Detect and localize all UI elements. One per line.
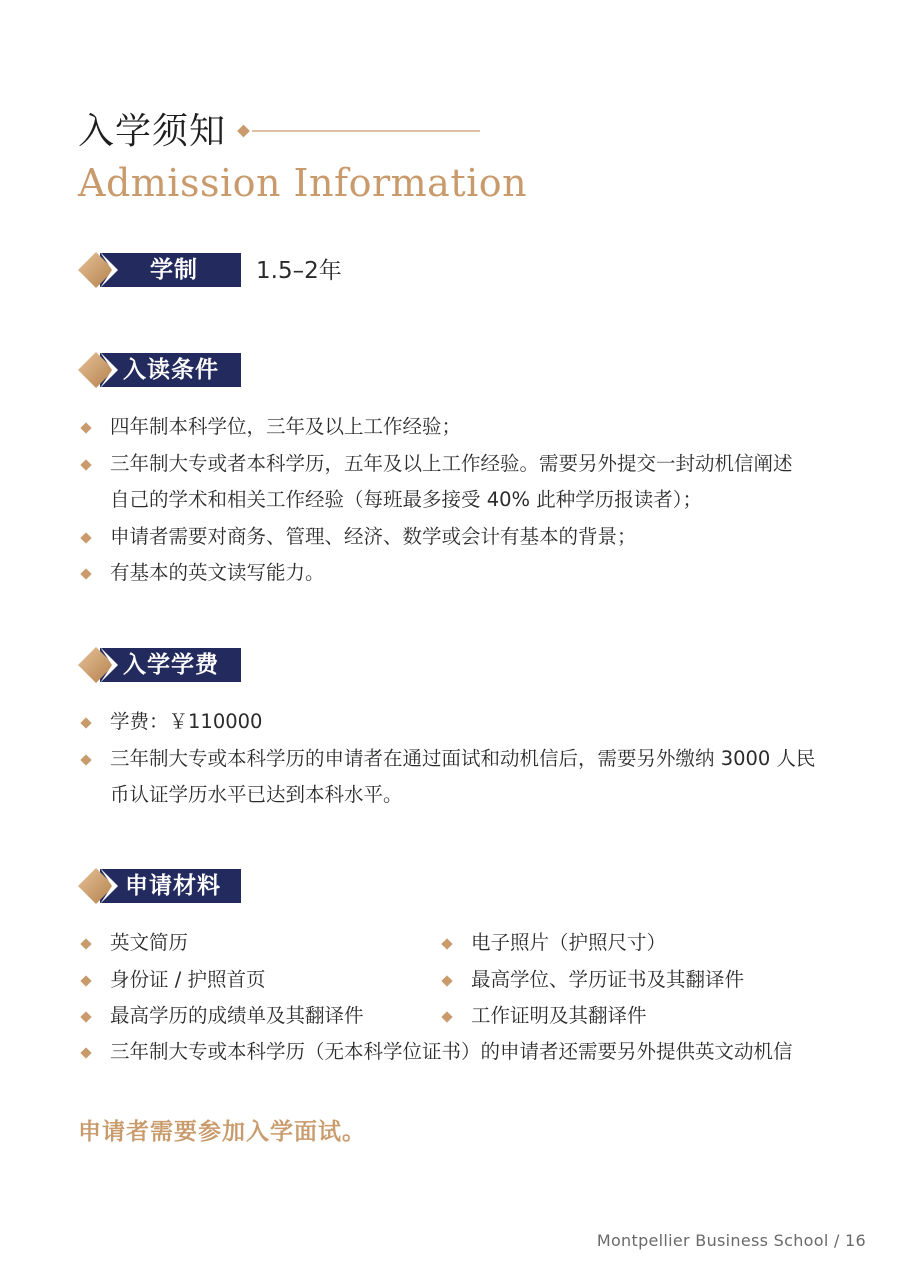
- bullet-diamond-icon: [80, 1047, 91, 1058]
- bullet-diamond-icon: [80, 568, 91, 579]
- bullet-diamond-icon: [441, 975, 452, 986]
- diamond-icon: [78, 647, 118, 683]
- section-label: 学制: [150, 257, 198, 283]
- duration-value: 1.5–2年: [256, 258, 342, 284]
- page-subtitle: Admission Information: [78, 161, 528, 205]
- title-divider: [236, 124, 482, 140]
- diamond-icon: [78, 868, 118, 904]
- list-item: 电子照片（护照尺寸）: [439, 925, 744, 962]
- bullet-diamond-icon: [80, 754, 91, 765]
- list-item: 三年制大专或本科学历（无本科学位证书）的申请者还需要另外提供英文动机信: [78, 1034, 810, 1071]
- bullet-diamond-icon: [80, 532, 91, 543]
- bullet-diamond-icon: [80, 422, 91, 433]
- bullet-diamond-icon: [80, 459, 91, 470]
- list-item: 身份证 / 护照首页: [78, 962, 364, 999]
- section-tag-fees: [78, 647, 243, 683]
- page-footer: Montpellier Business School / 16: [596, 1231, 866, 1250]
- list-item: 申请者需要对商务、管理、经济、数学或会计有基本的背景；: [78, 519, 838, 556]
- list-item: 工作证明及其翻译件: [439, 998, 744, 1035]
- list-item: 英文简历: [78, 925, 364, 962]
- bullet-diamond-icon: [441, 1011, 452, 1022]
- bullet-diamond-icon: [80, 975, 91, 986]
- list-item: 四年制本科学位，三年及以上工作经验；: [78, 409, 838, 446]
- section-tag-requirements: [78, 352, 243, 388]
- bullet-diamond-icon: [80, 717, 91, 728]
- bullet-diamond-icon: [80, 1011, 91, 1022]
- page-title: 入学须知: [78, 111, 227, 152]
- section-tag-duration: [78, 252, 243, 288]
- list-item: 学费：￥110000: [78, 704, 838, 741]
- list-item: 最高学位、学历证书及其翻译件: [439, 962, 744, 999]
- bullet-diamond-icon: [80, 938, 91, 949]
- diamond-icon: [78, 252, 118, 288]
- materials-left-list: [78, 925, 364, 1035]
- diamond-icon: [78, 352, 118, 388]
- list-item: 三年制大专或者本科学历，五年及以上工作经验。需要另外提交一封动机信阐述自己的学术和相关工作经验（每班最多接受 40% 此种学历报读者）；: [78, 446, 810, 519]
- list-item: 有基本的英文读写能力。: [78, 555, 838, 592]
- section-tag-materials: [78, 868, 243, 904]
- interview-note: 申请者需要参加入学面试。: [78, 1119, 366, 1145]
- section-label: 入学学费: [123, 652, 219, 678]
- materials-right-list: [439, 925, 744, 1035]
- list-item: 最高学历的成绩单及其翻译件: [78, 998, 364, 1035]
- fees-list: [78, 704, 838, 814]
- materials-full-list: [78, 1034, 838, 1071]
- section-label: 申请材料: [125, 873, 221, 899]
- section-label: 入读条件: [123, 357, 219, 383]
- list-item: 三年制大专或本科学历的申请者在通过面试和动机信后，需要另外缴纳 3000 人民币认证学历水平已达到本科水平。: [78, 741, 830, 814]
- bullet-diamond-icon: [441, 938, 452, 949]
- requirements-list: [78, 409, 838, 592]
